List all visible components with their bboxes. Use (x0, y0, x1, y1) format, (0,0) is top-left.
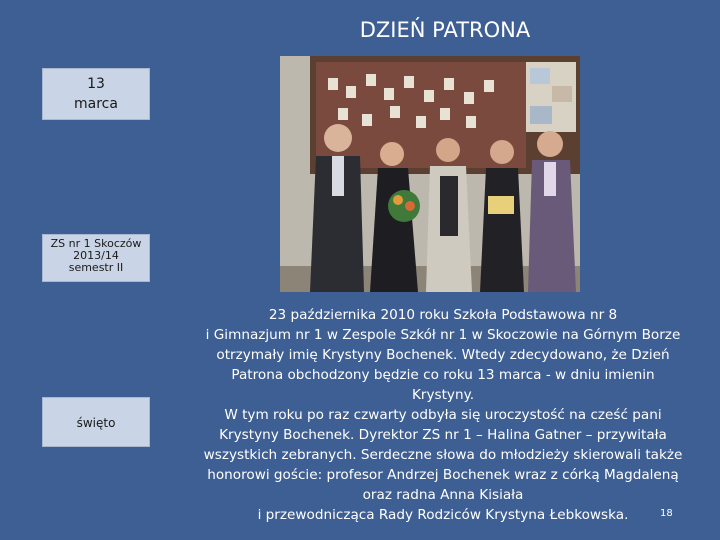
school-year: 2013/14 (73, 249, 119, 262)
school-info-box (42, 234, 150, 282)
holiday-box (42, 397, 150, 447)
date-box (42, 68, 150, 120)
description-text (200, 305, 686, 525)
group-photo (280, 56, 580, 292)
date-month: marca (74, 96, 118, 112)
text-line: honorowi goście: profesor Andrzej Bochenek wraz z córką Magdaleną (207, 467, 679, 483)
text-line: Patrona obchodzony będzie co roku 13 marca - w dniu imienin (231, 367, 655, 383)
text-line: 23 października 2010 roku Szkoła Podstawowa nr 8 (268, 307, 618, 323)
page-number: 18 (660, 508, 673, 519)
slide-title: DZIEŃ PATRONA (359, 18, 531, 42)
text-line: Krystyny Bochenek. Dyrektor ZS nr 1 – Halina Gatner – przywitała (219, 427, 667, 443)
text-line: wszystkich zebranych. Serdeczne słowa do młodzieży skierowali także (203, 447, 683, 463)
school-semester: semestr II (68, 261, 124, 274)
date-day: 13 (87, 76, 105, 92)
text-line: oraz radna Anna Kisiała (362, 487, 524, 503)
text-line: i Gimnazjum nr 1 w Zespole Szkół nr 1 w Skoczowie na Górnym Borze (205, 327, 681, 343)
text-line: otrzymały imię Krystyny Bochenek. Wtedy zdecydowano, że Dzień (216, 347, 670, 363)
text-line: i przewodnicząca Rady Rodziców Krystyna Łebkowska. (257, 507, 629, 523)
school-name: ZS nr 1 Skoczów (50, 237, 142, 250)
text-line: W tym roku po raz czwarty odbyła się uroczystość na cześć pani (224, 407, 662, 423)
holiday-label: święto (76, 416, 116, 430)
text-line: Krystyny. (411, 387, 475, 403)
